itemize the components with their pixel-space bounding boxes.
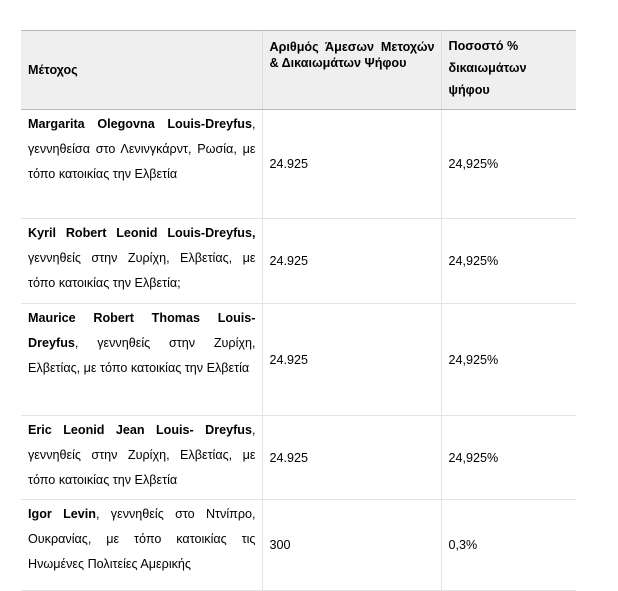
table-row [21, 304, 576, 416]
table-row [21, 416, 576, 500]
shares-cell: 24.925 [262, 416, 441, 500]
table-header [21, 31, 576, 110]
header-voting-percent: Ποσοστό % δικαιωμάτων ψήφου [441, 31, 576, 110]
percent-cell: 24,925% [441, 219, 576, 304]
table-row [21, 110, 576, 219]
shareholder-details: , γεννηθείς στο Ντνίπρο, Ουκρανίας, με τόπο κατοικίας τις Ηνωμένες Πολιτείες Αμερικής [28, 507, 256, 572]
percent-cell: 0,3% [441, 500, 576, 591]
percent-cell: 24,925% [441, 416, 576, 500]
shareholder-name: Eric Leonid Jean Louis- Dreyfus [28, 423, 252, 437]
shareholder-cell [21, 219, 262, 304]
table-body [21, 110, 576, 591]
header-row [21, 31, 576, 110]
shares-cell: 24.925 [262, 110, 441, 219]
shareholder-details: , γεννηθείς στην Ζυρίχη, Ελβετίας, με τόπο κατοικίας την Ελβετία [28, 336, 256, 376]
shareholder-details: , γεννηθείσα στο Λενινγκάρντ, Ρωσία, με τόπο κατοικίας την Ελβετία [28, 117, 256, 182]
shareholder-cell [21, 110, 262, 219]
shareholder-cell [21, 416, 262, 500]
header-shareholder: Μέτοχος [21, 31, 262, 110]
shareholder-cell [21, 304, 262, 416]
percent-cell: 24,925% [441, 304, 576, 416]
shareholder-details: , γεννηθείς στην Ζυρίχη, Ελβετίας, με τόπο κατοικίας την Ελβετία [28, 423, 256, 488]
shareholders-table [21, 30, 576, 591]
percent-cell: 24,925% [441, 110, 576, 219]
shareholder-name: Kyril Robert Leonid Louis-Dreyfus, [28, 226, 256, 240]
table-row [21, 500, 576, 591]
shareholder-name: Margarita Olegovna Louis-Dreyfus [28, 117, 252, 131]
table-row [21, 219, 576, 304]
shares-cell: 24.925 [262, 219, 441, 304]
shares-cell: 24.925 [262, 304, 441, 416]
shareholder-cell [21, 500, 262, 591]
shareholder-details: γεννηθείς στην Ζυρίχη, Ελβετίας, με τόπο κατοικίας την Ελβετία; [28, 251, 256, 291]
shareholder-name: Maurice Robert Thomas Louis-Dreyfus [28, 311, 256, 351]
header-shares-count: Αριθμός Άμεσων Μετοχών & Δικαιωμάτων Ψήφου [262, 31, 441, 110]
shareholder-name: Igor Levin [28, 507, 96, 521]
shares-cell: 300 [262, 500, 441, 591]
